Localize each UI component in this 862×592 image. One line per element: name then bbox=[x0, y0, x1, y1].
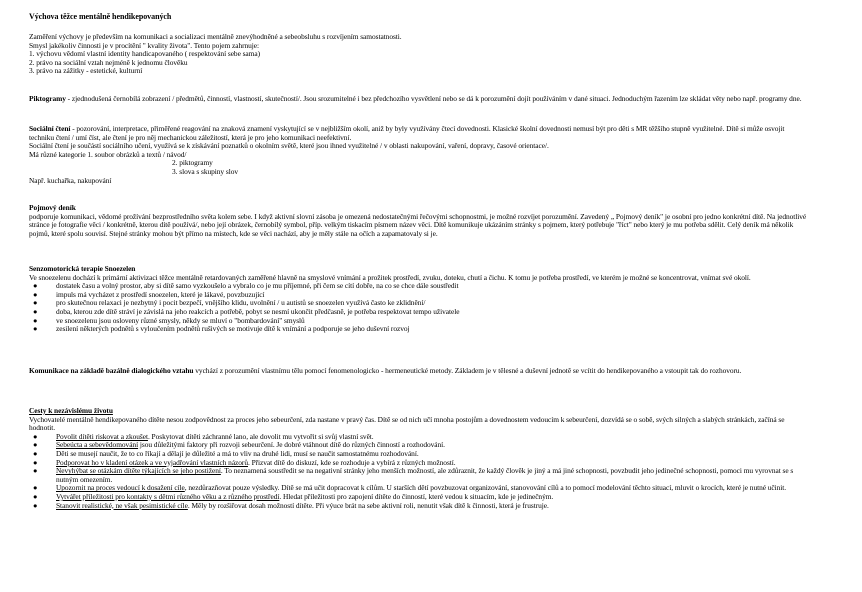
socialni-cteni-text: - pozorování, interpretace, přiměřené reagování na znaková znamení vyskytující se v nejbližším okolí, aniž by byly využívány čtecí dovednosti. Klasické školní dovednosti nemusí být pro děti s MR těžšího stupně využitelné. Dítě si může osvojit techniku čtení / umí číst, ale čtení je pro něj mechanickou záležitostí, která je pro jeho komunikaci neefektivní. bbox=[29, 124, 785, 142]
bullet-icon: ● bbox=[33, 448, 38, 458]
komunikace-text: vychází z porozumění vlastnímu tělu pomocí fenomenologicko - hermeneutické metody. Základem je v tělesné a duševní jednotě se vcítit do hendikepovaného a vstoupit tak do rozhovoru. bbox=[193, 366, 742, 375]
bullet-icon: ● bbox=[33, 324, 38, 334]
socialni-cteni-section bbox=[29, 125, 809, 185]
list-item: ● doba, kterou zde dítě stráví je závislá na jeho reakcích a potřebě, pobyt se nesmí ukončit předčasně, je potřeba respektovat tempo uživatele bbox=[33, 306, 460, 316]
pojmovy-denik-heading: Pojmový deník bbox=[29, 204, 76, 212]
bullet-icon: ● bbox=[33, 306, 38, 316]
socialni-cteni-line: 3. slova s skupiny slov bbox=[172, 167, 238, 176]
cesty-section bbox=[29, 407, 809, 510]
socialni-cteni-line: 2. piktogramy bbox=[172, 159, 213, 168]
snoezelen-section bbox=[29, 265, 809, 334]
bullet-icon: ● bbox=[33, 431, 38, 441]
socialni-cteni-line: Má různé kategorie 1. soubor obrázků a textů / návod/ bbox=[29, 150, 187, 159]
bullet-icon: ● bbox=[33, 298, 38, 308]
bullet-icon: ● bbox=[33, 440, 38, 450]
list-item: ● Upozornit na proces vedoucí k dosažení cíle, nezdůrazňovat pouze výsledky. Dítě se má učit dopracovat k cílům. U starších dětí povzbuzovat organizování, stanovování cílů a to pomocí modelování těchto situací, mluvit o krocích, které je nutné učinit. bbox=[33, 483, 787, 493]
intro-line: 3. právo na zážitky - estetické, kulturní bbox=[29, 67, 143, 76]
cesty-list bbox=[29, 433, 809, 510]
snoezelen-heading: Senzomotorická terapie Snoezelen bbox=[29, 265, 136, 273]
bullet-icon: ● bbox=[33, 500, 38, 510]
list-item: ● Děti se musejí naučit, že to co říkají a dělají je důležité a má to vliv na druhé lidi, musí se naučit samostatnému rozhodování. bbox=[33, 448, 419, 458]
list-item: ● impuls má vycházet z prostředí snoezelen, které je lákavé, povzbuzující bbox=[33, 289, 265, 299]
piktogramy-text: - zjednodušená černobílá zobrazení / předmětů, činností, vlastností, skutečností/. Jsou srozumitelné i bez předchozího vysvětlení nebo se dá k porozumění dojít používáním v dané situaci. Jednoduchým řazením lze skládat věty nebo např. programy dne. bbox=[65, 94, 802, 103]
intro-line: 2. právo na sociální vztah nejméně k jednomu člověku bbox=[29, 58, 188, 67]
intro-line: Zaměření výchovy je především na komunikaci a socializaci mentálně znevýhodněné a sebeobsluhu s rozvíjením samostatnosti. bbox=[29, 33, 402, 41]
bullet-icon: ● bbox=[33, 281, 38, 291]
list-item: ● Vytvářet příležitosti pro kontakty s dětmi různého věku a z různého prostředí. Hledat příležitosti pro zapojení dítěte do činností, které vedou k situacím, kde je jedinečným. bbox=[33, 491, 554, 501]
piktogramy-section bbox=[29, 95, 809, 104]
list-item: ● Nevyhýbat se otázkám dítěte týkajících se jeho postižení. To neznamená soustředit se na negativní stránky jeho menších možností, ale zdůraznit, že každý člověk je jiný a má jiné schopnosti, povzbudit jeho jedinečné schopnosti, pomoci mu vyrovnat se s nutným omezením. bbox=[33, 466, 794, 484]
bullet-icon: ● bbox=[33, 457, 38, 467]
intro-section bbox=[29, 33, 809, 76]
snoezelen-text: Ve snoezelenu dochází k primární aktivizaci těžce mentálně retardovaných zaměřené hlavně na smyslové vnímání a prožitek prostředí, zvuku, doteku, chutí a čichu. K tomu je potřeba prostředí, ve kterém je možné se koncentrovat, vnímat své okolí. bbox=[29, 272, 751, 282]
komunikace-term: Komunikace na základě bazálně dialogického vztahu bbox=[29, 366, 194, 375]
document-title: Výchova těžce mentálně hendikepovaných bbox=[29, 13, 172, 21]
socialni-cteni-term: Sociální čtení bbox=[29, 124, 71, 133]
pojmovy-denik-text: podporuje komunikaci, vědomé prožívání bezprostředního světa kolem sebe. I když aktivní slovní zásoba je omezená nedostatečnými řečovými schopnostmi, je možné rozvíjet porozumění. Zavedený „ Pojmový deník" je osobní pro jedno konkrétní dítě. Na jednotlivé stránce je fotografie věci / konkrétně, kterou dítě používá/, nebo její obrázek, černobílý symbol, příp. velkým tiskacím písmem název věci. Dítě komunikuje ukázáním stránky s pojmem, který potřebuje "říct" nebo který je mu potřeba sdělit. Celý deník má několik pojmů, které spolu souvisí. Stejné stránky mohou být přímo na místech, kde se věci nachází, aby je měly stále na očích a zapamatovaly si je. bbox=[29, 211, 807, 238]
list-item: ● pro skutečnou relaxaci je nezbytný i pocit bezpečí, vnějšího klidu, uvolnění / u autistů se snoezelen využívá často ke zklidnění/ bbox=[33, 298, 426, 308]
document-title-block bbox=[29, 13, 809, 22]
list-item: ● ve snoezelenu jsou osloveny různé smysly, někdy se mluví o "bombardování" smyslů bbox=[33, 315, 305, 325]
socialni-cteni-line: Sociální čtení je součástí sociálního učení, využívá se k získávání poznatků o okolním světě, které jsou ihned využitelné / v oblasti nakupování, vaření, dopravy, časové orientace/. bbox=[29, 142, 549, 151]
cesty-heading: Cesty k nezávislému životu bbox=[29, 407, 113, 415]
komunikace-section bbox=[29, 367, 809, 376]
bullet-icon: ● bbox=[33, 289, 38, 299]
list-item: ● Sebeúcta a sebevědomování jsou důležitými faktory při rozvoji sebeurčení. Je dobré vtáhnout dítě do různých činností a rozhodování. bbox=[33, 440, 445, 450]
socialni-cteni-line: Např. kuchařka, nakupování bbox=[29, 176, 112, 185]
list-item: ● Stanovit realistické, ne však pesimistické cíle. Měly by rozšiřovat dosah možností dítěte. Při výuce brát na sebe aktivní roli, nenutit však dítě k činnosti, která je frustruje. bbox=[33, 500, 549, 510]
intro-line: Smysl jakékoliv činnosti je v procítění " kvality života". Tento pojem zahrnuje: bbox=[29, 41, 260, 50]
intro-line: 1. výchovu vědomí vlastní identity handicapovaného ( respektování sebe sama) bbox=[29, 50, 260, 59]
snoezelen-list bbox=[29, 282, 809, 334]
cesty-text: Vychovatelé mentálně hendikepovaného dítěte nesou zodpovědnost za proces jeho sebeurčení, zda nastane v pravý čas. Dítě se od nich učí mnoha postojům a dovednostem vedoucím k sebeurčení, dozvídá se o sobě, svých silných a slabých stránkách, začíná se hodnotit. bbox=[29, 414, 785, 433]
bullet-icon: ● bbox=[33, 491, 38, 501]
bullet-icon: ● bbox=[33, 315, 38, 325]
list-item: ● Podporovat ho v kladení otázek a ve vyjadřování vlastních názorů. Přizvat dítě do diskuzí, kde se rozhoduje a vybírá z různých možností. bbox=[33, 457, 456, 467]
bullet-icon: ● bbox=[33, 466, 38, 476]
pojmovy-denik-section bbox=[29, 204, 809, 238]
bullet-icon: ● bbox=[33, 483, 38, 493]
list-item: ● dostatek času a volný prostor, aby si dítě samo vyzkoušelo a vybralo co je mu příjemné, při čem se cítí dobře, na co se chce dále soustředit bbox=[33, 281, 459, 291]
piktogramy-term: Piktogramy bbox=[29, 94, 66, 103]
list-item: ● Povolit dítěti riskovat a zkoušet. Poskytovat dítěti záchranné lano, ale dovolit mu vytvořit si svůj vlastní svět. bbox=[33, 431, 374, 441]
list-item: ● zesilení některých podnětů s vyloučením podnětů rušivých se motivuje dítě k vnímání a podporuje se jeho duševní rozvoj bbox=[33, 324, 410, 334]
